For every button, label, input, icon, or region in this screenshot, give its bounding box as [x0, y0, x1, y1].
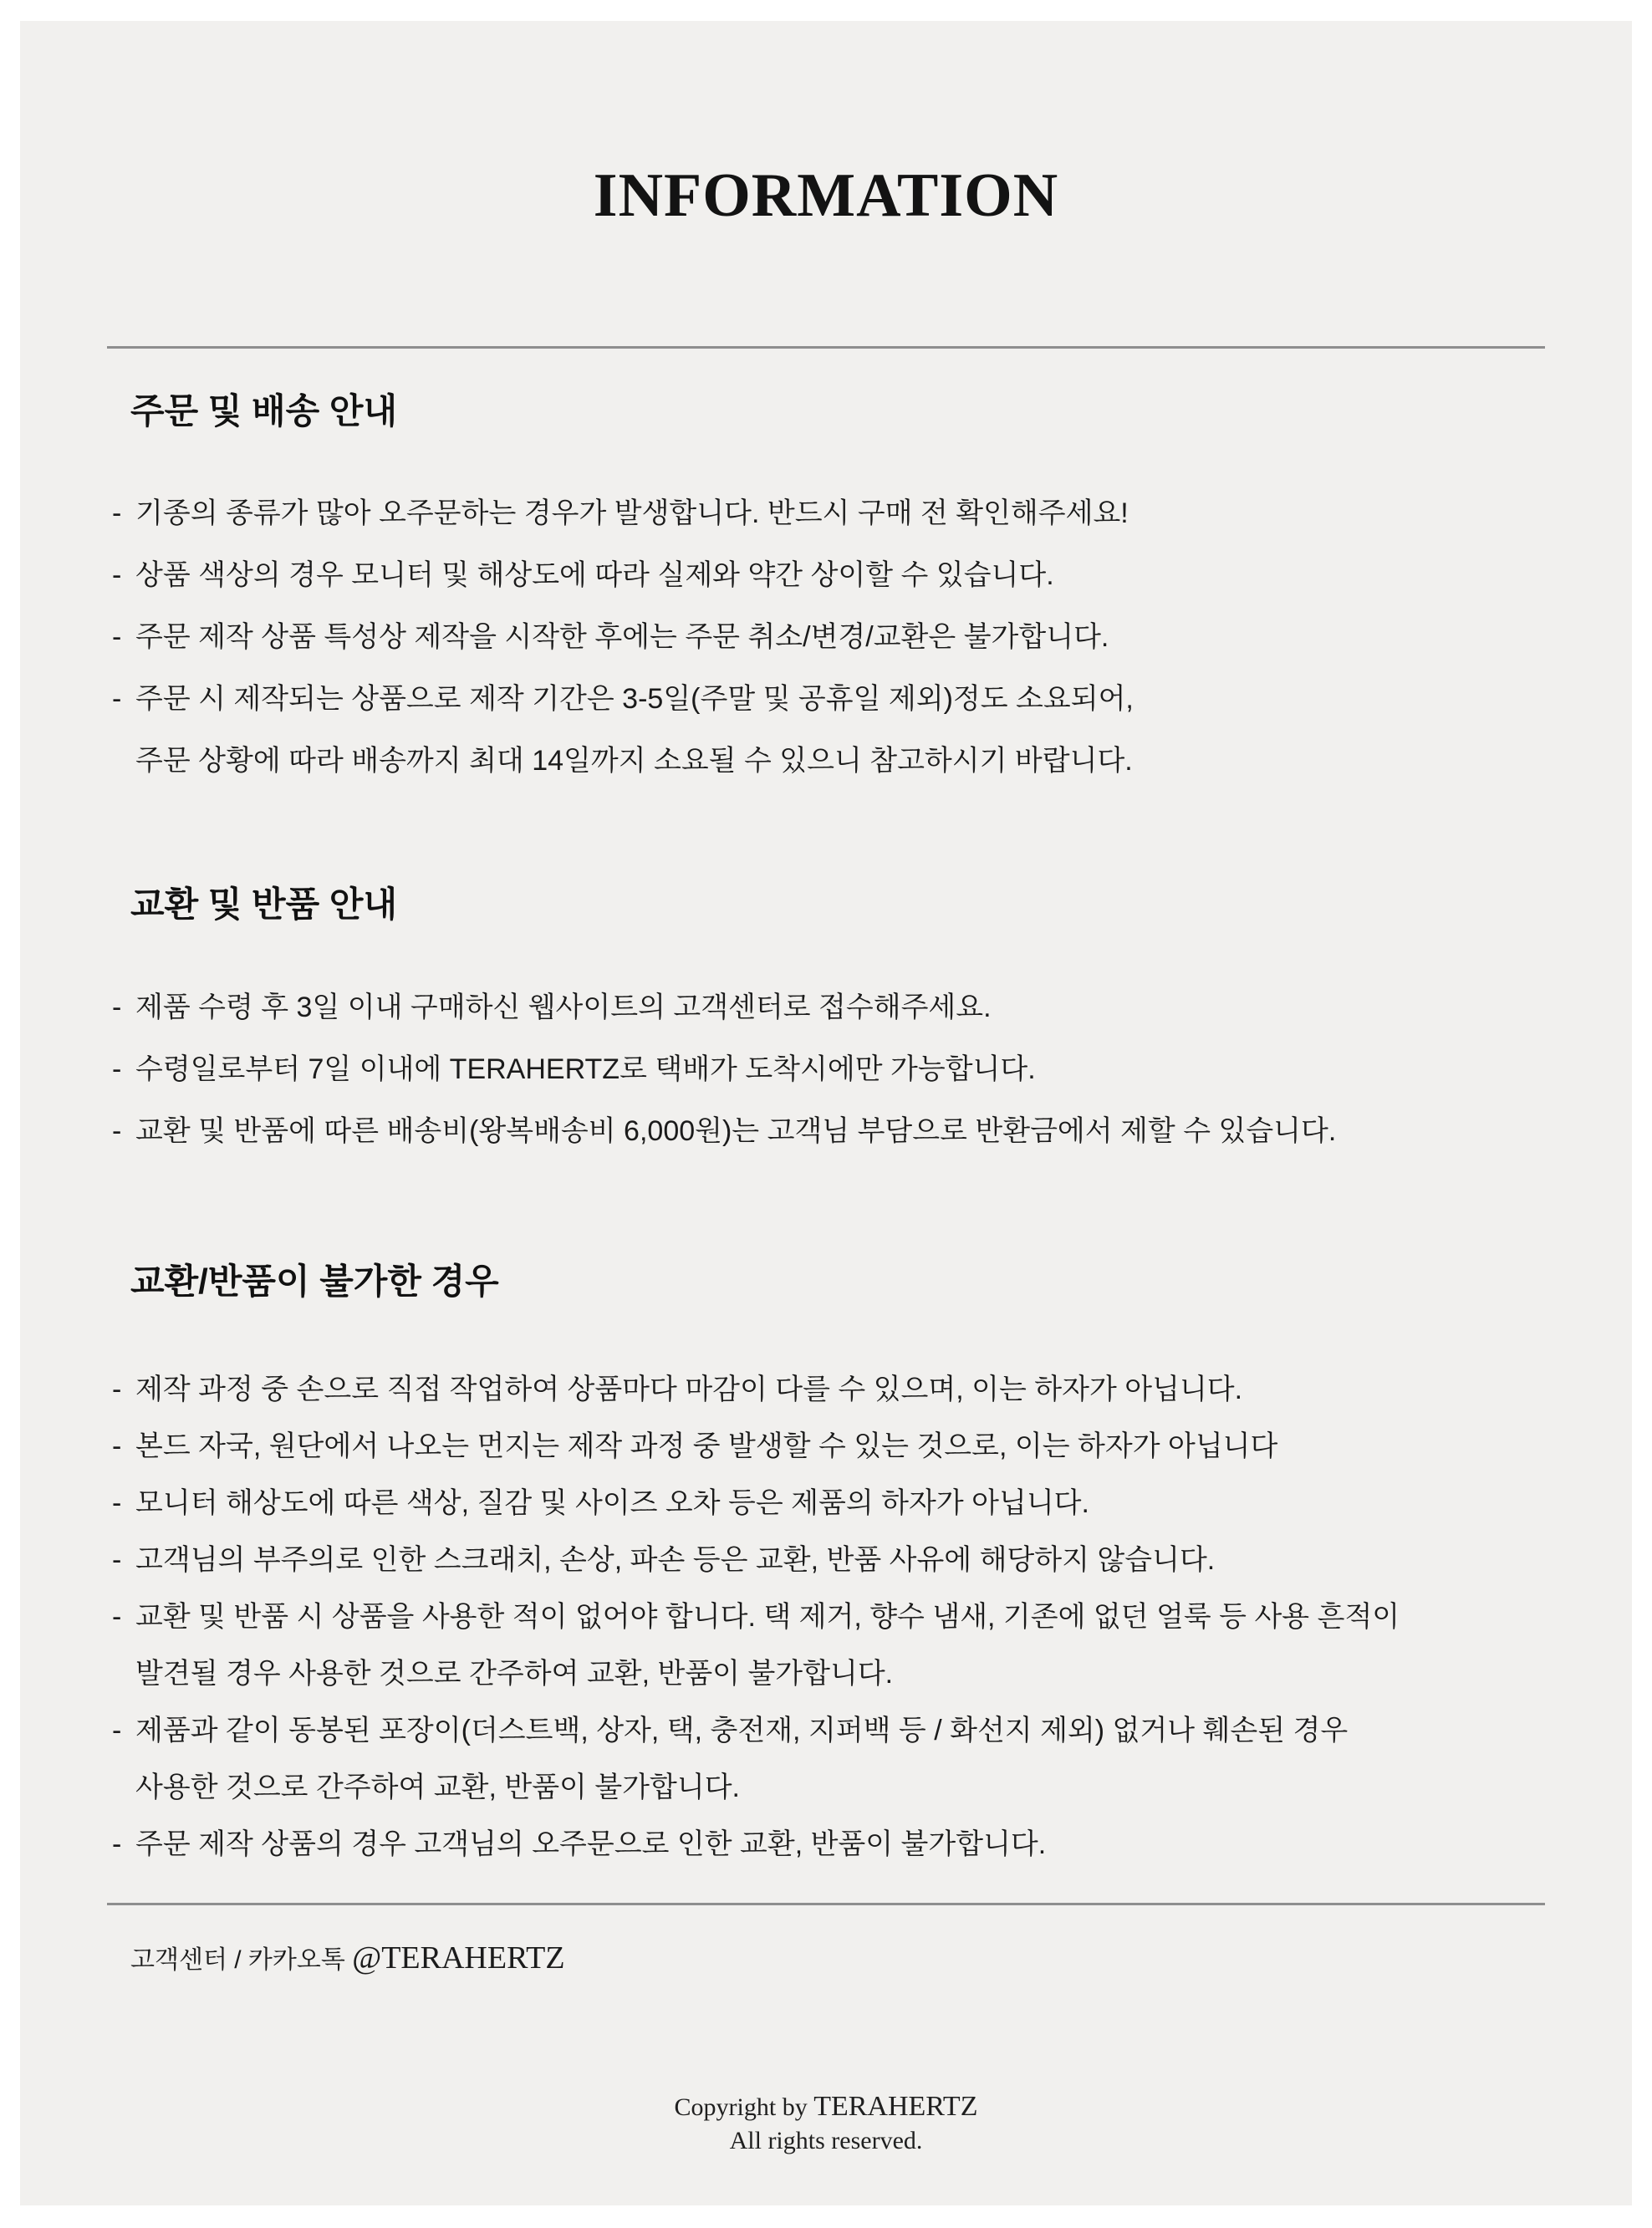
bullet-dash: - [112, 621, 122, 654]
kakao-handle: @TERAHERTZ [352, 1940, 565, 1976]
list-item [112, 1702, 1545, 1816]
list-item [112, 668, 1545, 792]
list-item [112, 976, 1545, 1038]
list-item [112, 1475, 1545, 1532]
list-item-text: 교환 및 반품 시 상품을 사용한 적이 없어야 합니다. 택 제거, 향수 냄새, 기존에 없던 얼룩 등 사용 흔적이 발견될 경우 사용한 것으로 간주하여 교환, 반품이 불가합니다. [135, 1601, 1400, 1690]
exchange-return-not-allowed-list [112, 1361, 1545, 1873]
bullet-dash: - [112, 1430, 122, 1463]
order-shipping-list [112, 482, 1545, 792]
copyright-prefix: Copyright by [674, 2093, 808, 2122]
bullet-dash: - [112, 1487, 122, 1520]
rights-line: All rights reserved. [729, 2127, 923, 2155]
list-item [112, 606, 1545, 668]
bullet-dash: - [112, 991, 122, 1023]
list-item [112, 544, 1545, 606]
section-heading-order-shipping: 주문 및 배송 안내 [130, 391, 398, 431]
brand-name: TERAHERTZ [813, 2091, 978, 2123]
list-item-text: 제품과 같이 동봉된 포장이(더스트백, 상자, 택, 충전재, 지퍼백 등 / 화선지 제외) 없거나 훼손된 경우 사용한 것으로 간주하여 교환, 반품이 불가합니다. [135, 1715, 1349, 1804]
list-item-text: 제작 과정 중 손으로 직접 작업하여 상품마다 마감이 다를 수 있으며, 이는 하자가 아닙니다. [135, 1374, 1243, 1406]
bottom-divider [107, 1903, 1545, 1905]
section-exchange-return [107, 884, 1545, 1161]
list-item-text: 교환 및 반품에 따른 배송비(왕복배송비 6,000원)는 고객님 부담으로 반환금에서 제할 수 있습니다. [135, 1114, 1337, 1147]
customer-center-contact [130, 1940, 1545, 1976]
list-item-text: 고객님의 부주의로 인한 스크래치, 손상, 파손 등은 교환, 반품 사유에 해당하지 않습니다. [135, 1544, 1216, 1577]
list-item [112, 482, 1545, 544]
bullet-dash: - [112, 1053, 122, 1085]
list-item-text: 주문 제작 상품의 경우 고객님의 오주문으로 인한 교환, 반품이 불가합니다. [135, 1828, 1047, 1861]
copyright-line [107, 2090, 1545, 2124]
page-title: INFORMATION [593, 161, 1059, 230]
list-item-text: 수령일로부터 7일 이내에 TERAHERTZ로 택배가 도착시에만 가능합니다. [135, 1053, 1036, 1085]
list-item-text: 주문 시 제작되는 상품으로 제작 기간은 3-5일(주말 및 공휴일 제외)정도 소요되어, 주문 상황에 따라 배송까지 최대 14일까지 소요될 수 있으니 참고하시기 바랍니다. [135, 683, 1134, 778]
list-item [112, 1100, 1545, 1162]
bullet-dash: - [112, 1601, 122, 1634]
bullet-dash: - [112, 1374, 122, 1406]
bullet-dash: - [112, 1715, 122, 1747]
section-order-shipping [107, 390, 1545, 792]
bullet-dash: - [112, 1828, 122, 1861]
list-item [112, 1361, 1545, 1418]
top-divider [107, 346, 1545, 349]
list-item [112, 1532, 1545, 1588]
info-content [20, 161, 1632, 2158]
bullet-dash: - [112, 1114, 122, 1147]
list-item [112, 1816, 1545, 1873]
list-item [112, 1588, 1545, 1702]
info-card [20, 21, 1632, 2205]
list-item-text: 제품 수령 후 3일 이내 구매하신 웹사이트의 고객센터로 접수해주세요. [135, 991, 992, 1023]
bullet-dash: - [112, 497, 122, 530]
bullet-dash: - [112, 559, 122, 592]
list-item-text: 상품 색상의 경우 모니터 및 해상도에 따라 실제와 약간 상이할 수 있습니다. [135, 559, 1054, 592]
section-heading-exchange-return: 교환 및 반품 안내 [130, 885, 398, 925]
list-item-text: 모니터 해상도에 따른 색상, 질감 및 사이즈 오차 등은 제품의 하자가 아닙니다. [135, 1487, 1089, 1520]
list-item-text: 본드 자국, 원단에서 나오는 먼지는 제작 과정 중 발생할 수 있는 것으로, 이는 하자가 아닙니다 [135, 1430, 1278, 1463]
section-exchange-return-not-allowed [107, 1261, 1545, 1873]
list-item-text: 기종의 종류가 많아 오주문하는 경우가 발생합니다. 반드시 구매 전 확인해주세요! [135, 497, 1129, 530]
list-item [112, 1038, 1545, 1100]
copyright [107, 2090, 1545, 2158]
section-heading-exchange-return-not-allowed: 교환/반품이 불가한 경우 [130, 1261, 499, 1301]
contact-label: 고객센터 / 카카오톡 [130, 1946, 345, 1975]
bullet-dash: - [112, 683, 122, 716]
bullet-dash: - [112, 1544, 122, 1577]
list-item-text: 주문 제작 상품 특성상 제작을 시작한 후에는 주문 취소/변경/교환은 불가합니다. [135, 621, 1109, 654]
list-item [112, 1418, 1545, 1475]
exchange-return-list [112, 976, 1545, 1162]
